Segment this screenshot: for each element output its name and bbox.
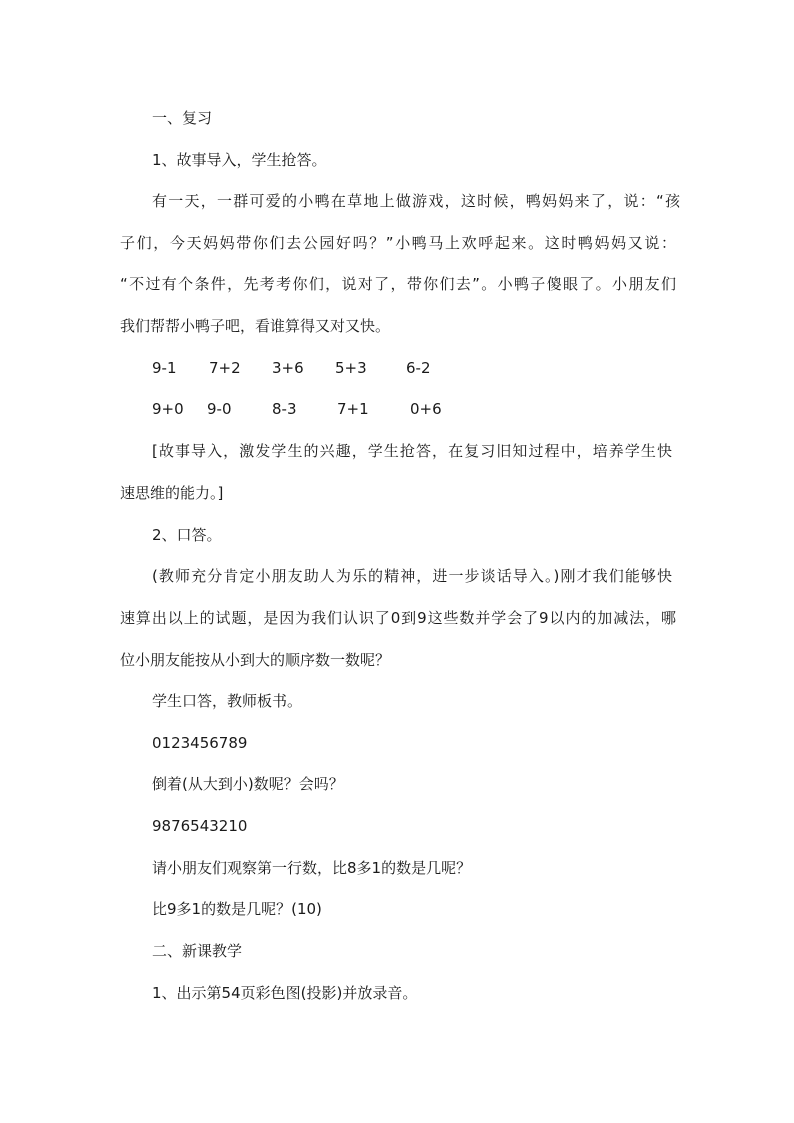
exercise-item: 5+3 [335, 359, 367, 377]
story-paragraph-line: 子们，今天妈妈带你们去公园好吗？”小鸭马上欢呼起来。这时鸭妈妈又说： [120, 234, 676, 252]
teaching-note-line: [故事导入，激发学生的兴趣，学生抢答，在复习旧知过程中，培养学生快 [152, 442, 672, 460]
question-observe: 请小朋友们观察第一行数，比8多1的数是几呢？ [152, 859, 472, 877]
story-paragraph-line: “不过有个条件，先考考你们，说对了，带你们去”。小鸭子傻眼了。小朋友们 [120, 275, 676, 293]
question-nine-plus-one: 比9多1的数是几呢？(10) [152, 900, 322, 918]
question-reverse: 倒着(从大到小)数呢？会吗？ [152, 775, 344, 793]
exercise-item: 9-0 [207, 400, 232, 418]
exercise-item: 9-1 [152, 359, 177, 377]
teaching-note-line: 速思维的能力。] [120, 484, 224, 502]
section-heading-new-lesson: 二、新课教学 [152, 942, 243, 960]
item-title-story-intro: 1、故事导入，学生抢答。 [152, 151, 327, 169]
oral-paragraph-line: (教师充分肯定小朋友助人为乐的精神，进一步谈话导入。)刚才我们能够快 [152, 567, 672, 585]
oral-paragraph-line: 速算出以上的试题，是因为我们认识了0到9这些数并学会了9以内的加减法，哪 [120, 609, 676, 627]
answer-line: 学生口答，教师板书。 [152, 692, 303, 710]
exercise-item: 7+2 [209, 359, 241, 377]
exercise-item: 3+6 [272, 359, 304, 377]
oral-paragraph-line: 位小朋友能按从小到大的顺序数一数呢？ [120, 651, 391, 669]
item-title-oral-answer: 2、口答。 [152, 526, 222, 544]
section-heading-review: 一、复习 [152, 109, 213, 127]
sequence-descending: 9876543210 [152, 817, 248, 835]
story-paragraph-line: 有一天，一群可爱的小鸭在草地上做游戏，这时候，鸭妈妈来了，说：“孩 [152, 192, 680, 210]
exercise-item: 8-3 [272, 400, 297, 418]
exercise-item: 7+1 [337, 400, 369, 418]
exercise-item: 6-2 [406, 359, 431, 377]
exercise-item: 9+0 [152, 400, 184, 418]
exercise-item: 0+6 [410, 400, 442, 418]
story-paragraph-line: 我们帮帮小鸭子吧，看谁算得又对又快。 [120, 317, 391, 335]
item-title-show-picture: 1、出示第54页彩色图(投影)并放录音。 [152, 984, 418, 1002]
sequence-ascending: 0123456789 [152, 734, 248, 752]
